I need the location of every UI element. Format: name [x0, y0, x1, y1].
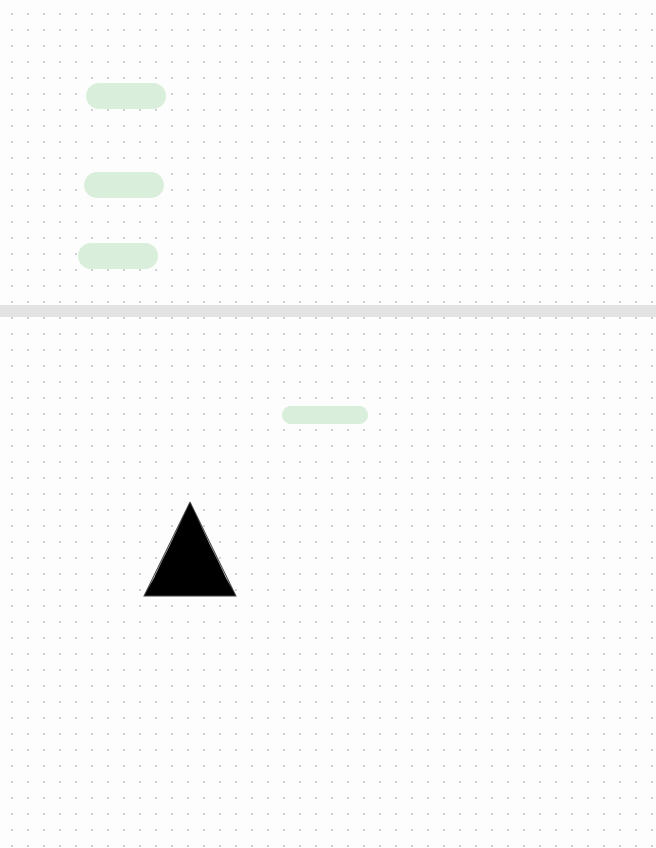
pyramid-level-seguridad [154, 561, 226, 578]
pyramid-level-aceptacion [162, 545, 218, 561]
label-divisional [84, 172, 164, 198]
section-band [0, 305, 656, 317]
motivacion-heading [282, 406, 368, 424]
pyramid-level-fisiologicas [144, 578, 236, 596]
maslow-pyramid-image [132, 500, 248, 598]
label-horizontal [78, 243, 158, 269]
pyramid-top [178, 502, 202, 528]
label-funcional [86, 83, 166, 109]
